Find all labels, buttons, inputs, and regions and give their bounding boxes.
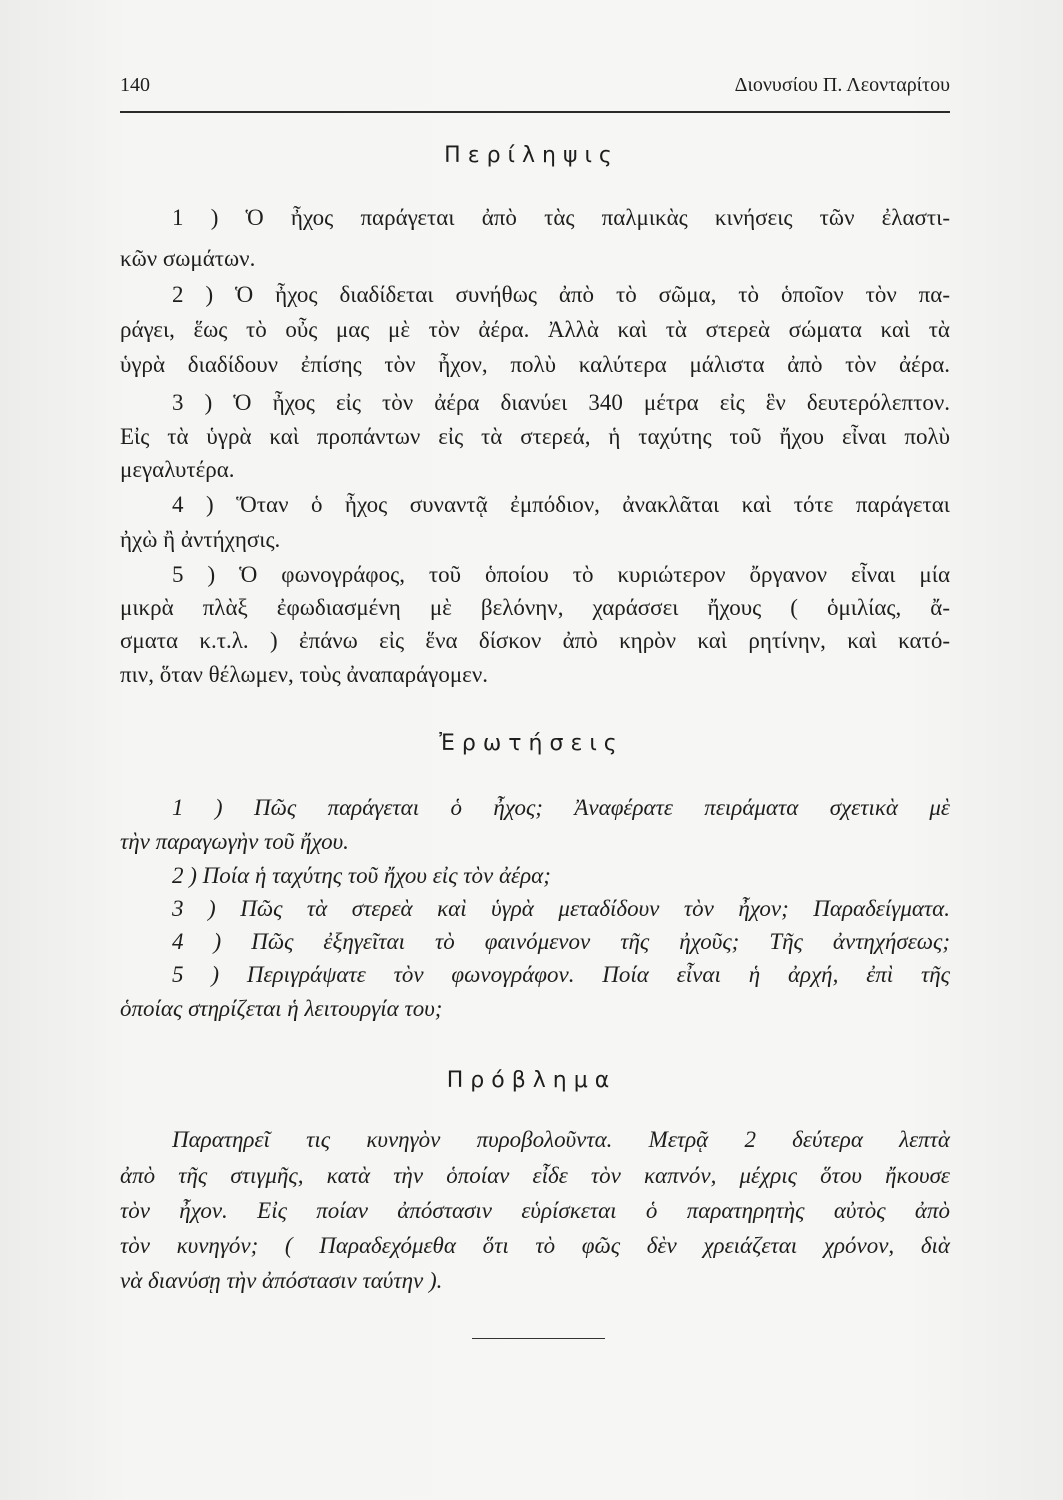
text-line: σματα κ.τ.λ. ) ἐπάνω εἰς ἕνα δίσκον ἀπὸ κηρὸν καὶ ρητίνην, καὶ κατό-: [120, 628, 950, 653]
header-rule: [120, 111, 950, 113]
text-line: κῶν σωμάτων.: [120, 246, 256, 271]
text-line: μικρὰ πλὰξ ἐφωδιασμένη μὲ βελόνην, χαράσσει ἤχους ( ὁμιλίας, ἄ-: [120, 595, 950, 620]
text-line: τὴν παραγωγὴν τοῦ ἤχου.: [120, 829, 349, 854]
text-line: ράγει, ἕως τὸ οὖς μας μὲ τὸν ἀέρα. Ἀλλὰ καὶ τὰ στερεὰ σώματα καὶ τὰ: [120, 317, 950, 342]
text-line: ὁποίας στηρίζεται ἡ λειτουργία του;: [120, 996, 443, 1021]
questions-heading: Ἐρωτήσεις: [439, 731, 624, 756]
text-line: 5 ) Περιγράψατε τὸν φωνογράφον. Ποία εἶναι ἡ ἀρχή, ἐπὶ τῆς: [172, 962, 950, 987]
text-line: πιν, ὅταν θέλωμεν, τοὺς ἀναπαράγομεν.: [120, 662, 488, 687]
section-end-rule: [472, 1338, 605, 1339]
text-line: 3 ) Ὁ ἦχος εἰς τὸν ἀέρα διανύει 340 μέτρα εἰς ἓν δευτερόλεπτον.: [172, 390, 950, 415]
text-line: ὑγρὰ διαδίδουν ἐπίσης τὸν ἦχον, πολὺ καλύτερα μάλιστα ἀπὸ τὸν ἀέρα.: [120, 352, 950, 377]
text-line: 1 ) Ὁ ἦχος παράγεται ἀπὸ τὰς παλμικὰς κινήσεις τῶν ἐλαστι-: [172, 205, 950, 230]
text-line: 1 ) Πῶς παράγεται ὁ ἦχος; Ἀναφέρατε πειράματα σχετικὰ μὲ: [172, 795, 950, 820]
text-line: τὸν ἦχον. Εἰς ποίαν ἀπόστασιν εὑρίσκεται ὁ παρατηρητὴς αὐτὸς ἀπὸ: [120, 1198, 950, 1223]
text-line: 4 ) Ὅταν ὁ ἦχος συναντᾷ ἐμπόδιον, ἀνακλᾶται καὶ τότε παράγεται: [172, 492, 950, 517]
problem-heading: Πρόβλημα: [446, 1068, 617, 1093]
text-line: Εἰς τὰ ὑγρὰ καὶ προπάντων εἰς τὰ στερεά, ἡ ταχύτης τοῦ ἤχου εἶναι πολὺ: [120, 424, 950, 449]
text-line: 5 ) Ὁ φωνογράφος, τοῦ ὁποίου τὸ κυριώτερον ὄργανον εἶναι μία: [172, 562, 950, 587]
text-line: ἠχὼ ἢ ἀντήχησις.: [120, 527, 281, 552]
text-line: τὸν κυνηγόν; ( Παραδεχόμεθα ὅτι τὸ φῶς δὲν χρειάζεται χρόνον, διὰ: [120, 1233, 950, 1258]
text-line: μεγαλυτέρα.: [120, 457, 235, 482]
summary-heading: Περίληψις: [444, 143, 619, 168]
running-title: Διονυσίου Π. Λεονταρίτου: [734, 74, 950, 96]
text-line: 4 ) Πῶς ἐξηγεῖται τὸ φαινόμενον τῆς ἠχοῦς; Τῆς ἀντηχήσεως;: [172, 929, 950, 954]
page-number: 140: [120, 74, 150, 96]
text-line: ἀπὸ τῆς στιγμῆς, κατὰ τὴν ὁποίαν εἶδε τὸν καπνόν, μέχρις ὅτου ἤκουσε: [120, 1163, 950, 1188]
text-line: νὰ διανύσῃ τὴν ἀπόστασιν ταύτην ).: [120, 1268, 443, 1293]
text-line: 3 ) Πῶς τὰ στερεὰ καὶ ὑγρὰ μεταδίδουν τὸν ἦχον; Παραδείγματα.: [172, 896, 950, 921]
text-line: 2 ) Ὁ ἦχος διαδίδεται συνήθως ἀπὸ τὸ σῶμα, τὸ ὁποῖον τὸν πα-: [172, 282, 950, 307]
text-line: 2 ) Ποία ἡ ταχύτης τοῦ ἤχου εἰς τὸν ἀέρα;: [172, 863, 551, 888]
text-line: Παρατηρεῖ τις κυνηγὸν πυροβολοῦντα. Μετρᾷ 2 δεύτερα λεπτὰ: [172, 1127, 950, 1152]
